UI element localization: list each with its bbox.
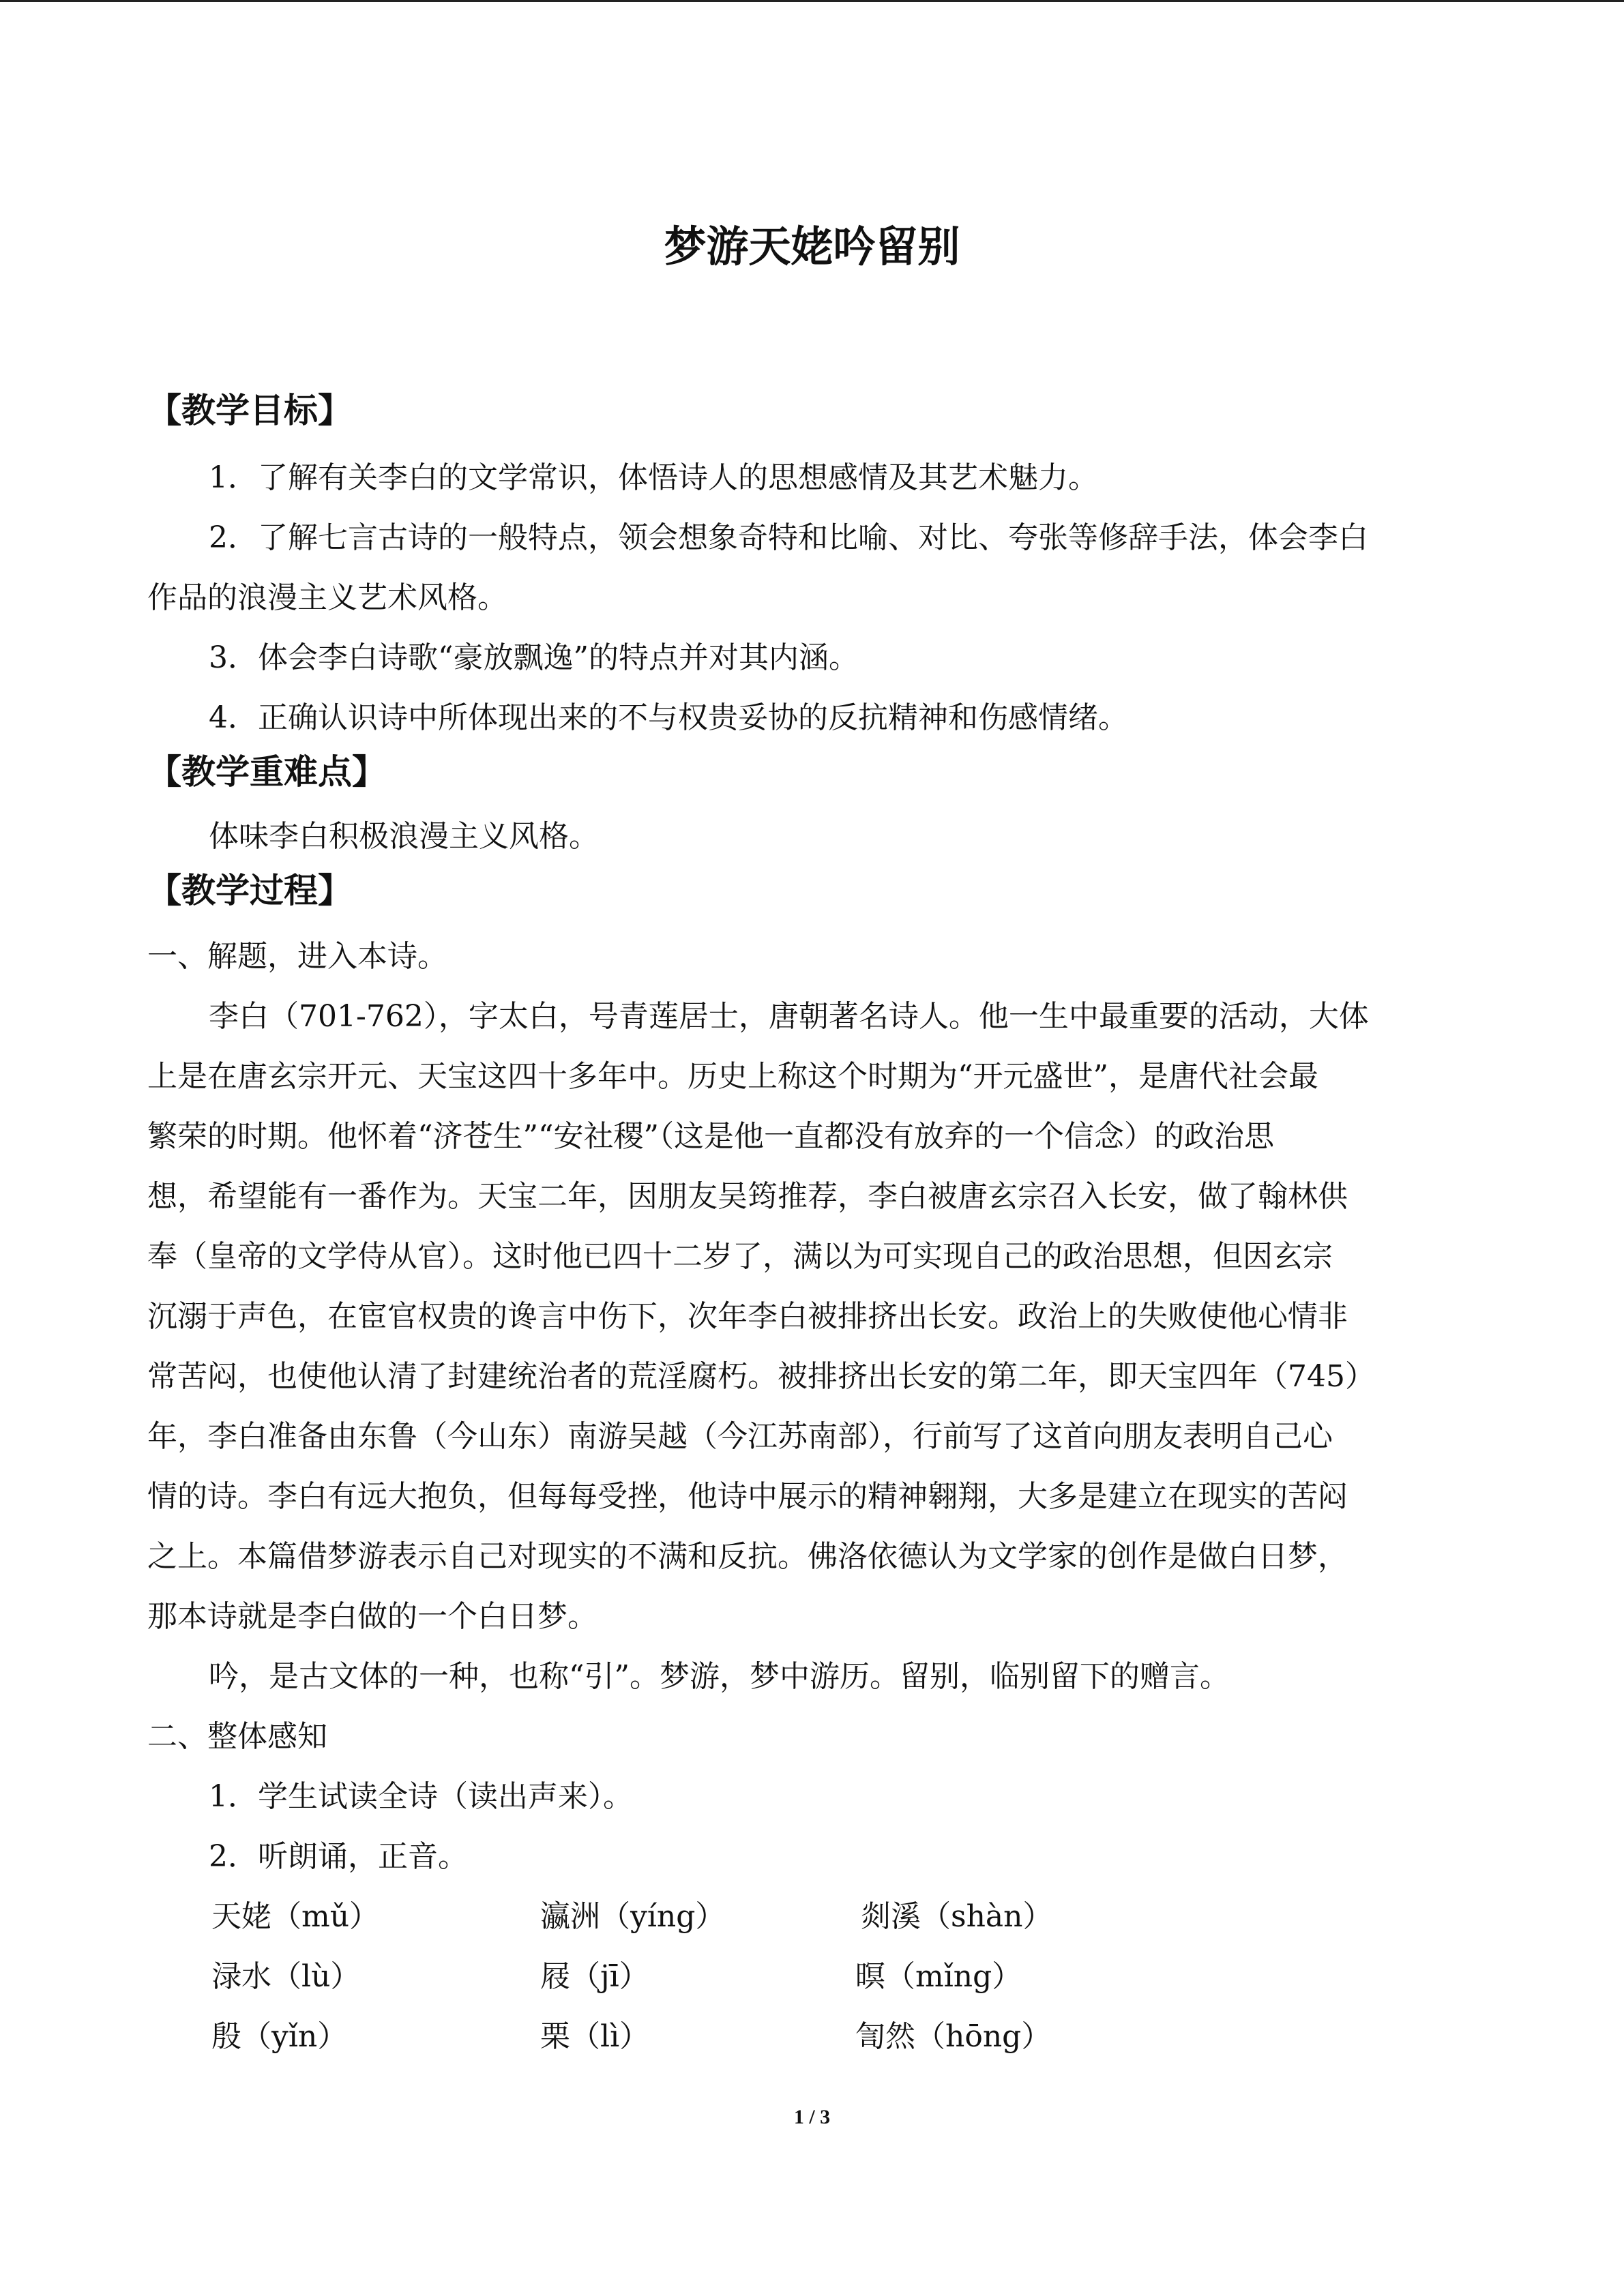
objectives-heading: 【教学目标】 <box>147 391 352 430</box>
part1-line: 上是在唐玄宗开元、天宝这四十多年中。历史上称这个时期为“开元盛世”，是唐代社会最 <box>147 1059 1318 1094</box>
pronunciation-item: 天姥（mǔ） <box>211 1899 380 1934</box>
part1-line: 之上。本篇借梦游表示自己对现实的不满和反抗。佛洛依德认为文学家的创作是做白日梦， <box>147 1539 1348 1574</box>
part1-note: 吟，是古文体的一种，也称“引”。梦游，梦中游历。留别，临别留下的赠言。 <box>209 1659 1230 1694</box>
pronunciation-item: 殷（yǐn） <box>211 2019 348 2054</box>
pronunciation-item: 渌水（lù） <box>211 1959 361 1994</box>
page-number: 1 / 3 <box>793 2106 831 2128</box>
objective-item: 1．了解有关李白的文学常识，体悟诗人的思想感情及其艺术魅力。 <box>209 460 1098 495</box>
top-border <box>0 0 1624 2</box>
part1-line: 沉溺于声色，在宦官权贵的谗言中伤下，次年李白被排挤出长安。政治上的失败使他心情非 <box>147 1299 1348 1334</box>
objective-item: 2．了解七言古诗的一般特点，领会想象奇特和比喻、对比、夸张等修辞手法，体会李白 <box>209 520 1368 555</box>
part1-line: 李白（701-762），字太白，号青莲居士，唐朝著名诗人。他一生中最重要的活动，大体 <box>209 999 1369 1034</box>
part1-line: 繁荣的时期。他怀着“济苍生”“安社稷”（这是他一直都没有放弃的一个信念）的政治思 <box>147 1119 1274 1154</box>
part1-title: 一、解题，进入本诗。 <box>147 939 447 974</box>
part2-item: 1．学生试读全诗（读出声来）。 <box>209 1779 633 1814</box>
key-points-heading: 【教学重难点】 <box>147 752 386 792</box>
part2-title: 二、整体感知 <box>147 1719 327 1754</box>
pronunciation-item: 栗（lì） <box>540 2019 650 2054</box>
page-title: 梦游天姥吟留别 <box>664 222 960 271</box>
objective-item: 作品的浪漫主义艺术风格。 <box>147 580 507 615</box>
pronunciation-item: 瀛洲（yíng） <box>540 1899 726 1934</box>
pronunciation-item: 訇然（hōng） <box>855 2019 1052 2054</box>
objective-item: 4．正确认识诗中所体现出来的不与权贵妥协的反抗精神和伤感情绪。 <box>209 700 1128 735</box>
key-points-text: 体味李白积极浪漫主义风格。 <box>209 819 599 854</box>
part1-line: 奉（皇帝的文学侍从官）。这时他已四十二岁了，满以为可实现自己的政治思想，但因玄宗 <box>147 1239 1333 1274</box>
pronunciation-item: 暝（mǐng） <box>855 1959 1022 1994</box>
part2-item: 2．听朗诵，正音。 <box>209 1839 468 1874</box>
part1-line: 那本诗就是李白做的一个白日梦。 <box>147 1599 597 1634</box>
part1-line: 年，李白准备由东鲁（今山东）南游吴越（今江苏南部），行前写了这首向朋友表明自己心 <box>147 1419 1333 1454</box>
part1-line: 想，希望能有一番作为。天宝二年，因朋友吴筠推荐，李白被唐玄宗召入长安，做了翰林供 <box>147 1179 1348 1214</box>
part1-line: 常苦闷，也使他认清了封建统治者的荒淫腐朽。被排挤出长安的第二年，即天宝四年（745） <box>147 1359 1375 1394</box>
process-heading: 【教学过程】 <box>147 871 352 910</box>
part1-line: 情的诗。李白有远大抱负，但每每受挫，他诗中展示的精神翱翔，大多是建立在现实的苦闷 <box>147 1479 1348 1514</box>
objective-item: 3．体会李白诗歌“豪放飘逸”的特点并对其内涵。 <box>209 640 859 675</box>
pronunciation-item: 剡溪（shàn） <box>861 1899 1053 1934</box>
pronunciation-item: 屐（jī） <box>540 1959 649 1994</box>
